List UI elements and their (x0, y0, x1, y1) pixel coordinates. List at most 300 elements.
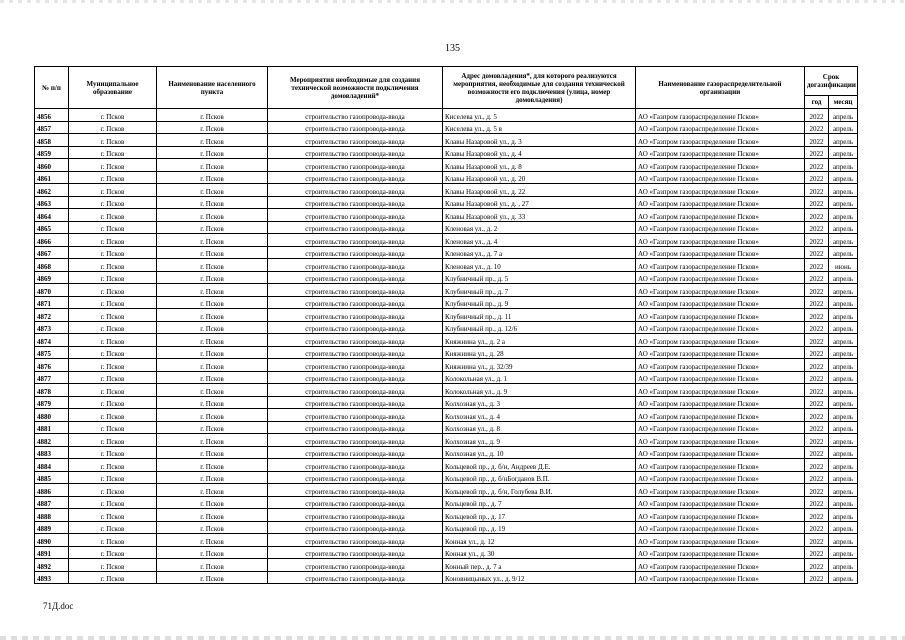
address-cell: Кольцевой пр., д. 19 (443, 521, 636, 534)
address-cell: Кленовая ул., д. 4 (443, 234, 636, 247)
municipality-cell: г. Псков (69, 271, 157, 284)
address-cell: Кольцевой пр., д. 7 (443, 496, 636, 509)
month-cell: июнь (829, 259, 858, 272)
month-cell: апрель (829, 509, 858, 522)
row-number: 4875 (35, 346, 69, 359)
organization-cell: АО «Газпром газораспределение Псков» (636, 234, 805, 247)
header-deadline: Срок догазификации (805, 67, 858, 96)
locality-cell: г. Псков (157, 171, 268, 184)
row-number: 4885 (35, 471, 69, 484)
activity-cell: строительство газопровода-ввода (268, 234, 443, 247)
organization-cell: АО «Газпром газораспределение Псков» (636, 409, 805, 422)
table-row (35, 571, 858, 584)
locality-cell: г. Псков (157, 471, 268, 484)
address-cell: Клавы Назаровой ул., д. 4 (443, 146, 636, 159)
table-row (35, 484, 858, 497)
month-cell: апрель (829, 546, 858, 559)
month-cell: апрель (829, 271, 858, 284)
table-row (35, 284, 858, 297)
address-cell: Колокольная ул., д. 9 (443, 384, 636, 397)
month-cell: апрель (829, 421, 858, 434)
organization-cell: АО «Газпром газораспределение Псков» (636, 446, 805, 459)
municipality-cell: г. Псков (69, 534, 157, 547)
month-cell: апрель (829, 534, 858, 547)
municipality-cell: г. Псков (69, 359, 157, 372)
address-cell: Конная ул., д. 12 (443, 534, 636, 547)
municipality-cell: г. Псков (69, 221, 157, 234)
table-row (35, 396, 858, 409)
month-cell: апрель (829, 196, 858, 209)
year-cell: 2022 (805, 134, 829, 147)
month-cell: апрель (829, 571, 858, 584)
activity-cell: строительство газопровода-ввода (268, 121, 443, 134)
locality-cell: г. Псков (157, 159, 268, 172)
activity-cell: строительство газопровода-ввода (268, 409, 443, 422)
address-cell: Киселева ул., д. 5 в (443, 121, 636, 134)
year-cell: 2022 (805, 446, 829, 459)
activity-cell: строительство газопровода-ввода (268, 309, 443, 322)
table-row (35, 321, 858, 334)
month-cell: апрель (829, 371, 858, 384)
municipality-cell: г. Псков (69, 259, 157, 272)
address-cell: Киселева ул., д. 5 (443, 109, 636, 122)
table-row (35, 434, 858, 447)
address-cell: Кленовая ул., д. 10 (443, 259, 636, 272)
locality-cell: г. Псков (157, 546, 268, 559)
row-number: 4858 (35, 134, 69, 147)
row-number: 4860 (35, 159, 69, 172)
activity-cell: строительство газопровода-ввода (268, 459, 443, 472)
row-number: 4874 (35, 334, 69, 347)
row-number: 4879 (35, 396, 69, 409)
municipality-cell: г. Псков (69, 159, 157, 172)
scan-artifact-bottom (0, 636, 905, 640)
year-cell: 2022 (805, 571, 829, 584)
locality-cell: г. Псков (157, 221, 268, 234)
table-row (35, 409, 858, 422)
municipality-cell: г. Псков (69, 146, 157, 159)
locality-cell: г. Псков (157, 346, 268, 359)
organization-cell: АО «Газпром газораспределение Псков» (636, 284, 805, 297)
organization-cell: АО «Газпром газораспределение Псков» (636, 471, 805, 484)
organization-cell: АО «Газпром газораспределение Псков» (636, 484, 805, 497)
municipality-cell: г. Псков (69, 459, 157, 472)
table-row (35, 221, 858, 234)
table-row (35, 259, 858, 272)
address-cell: Клавы Назаровой ул., д. 3 (443, 134, 636, 147)
organization-cell: АО «Газпром газораспределение Псков» (636, 421, 805, 434)
year-cell: 2022 (805, 521, 829, 534)
table-row (35, 421, 858, 434)
year-cell: 2022 (805, 121, 829, 134)
organization-cell: АО «Газпром газораспределение Псков» (636, 384, 805, 397)
row-number: 4862 (35, 184, 69, 197)
locality-cell: г. Псков (157, 484, 268, 497)
address-cell: Княжнина ул., д. 32/39 (443, 359, 636, 372)
activity-cell: строительство газопровода-ввода (268, 534, 443, 547)
municipality-cell: г. Псков (69, 121, 157, 134)
organization-cell: АО «Газпром газораспределение Псков» (636, 371, 805, 384)
organization-cell: АО «Газпром газораспределение Псков» (636, 146, 805, 159)
locality-cell: г. Псков (157, 396, 268, 409)
address-cell: Клавы Назаровой ул., д. 20 (443, 171, 636, 184)
year-cell: 2022 (805, 271, 829, 284)
row-number: 4857 (35, 121, 69, 134)
address-cell: Конная ул., д. 30 (443, 546, 636, 559)
locality-cell: г. Псков (157, 509, 268, 522)
activity-cell: строительство газопровода-ввода (268, 571, 443, 584)
municipality-cell: г. Псков (69, 246, 157, 259)
organization-cell: АО «Газпром газораспределение Псков» (636, 571, 805, 584)
year-cell: 2022 (805, 209, 829, 222)
table-row (35, 509, 858, 522)
organization-cell: АО «Газпром газораспределение Псков» (636, 559, 805, 572)
municipality-cell: г. Псков (69, 371, 157, 384)
row-number: 4861 (35, 171, 69, 184)
row-number: 4856 (35, 109, 69, 122)
activity-cell: строительство газопровода-ввода (268, 271, 443, 284)
row-number: 4859 (35, 146, 69, 159)
row-number: 4888 (35, 509, 69, 522)
municipality-cell: г. Псков (69, 321, 157, 334)
address-cell: Кленовая ул., д. 7 а (443, 246, 636, 259)
municipality-cell: г. Псков (69, 109, 157, 122)
activity-cell: строительство газопровода-ввода (268, 259, 443, 272)
organization-cell: АО «Газпром газораспределение Псков» (636, 346, 805, 359)
year-cell: 2022 (805, 334, 829, 347)
table-row (35, 471, 858, 484)
row-number: 4864 (35, 209, 69, 222)
table-row (35, 146, 858, 159)
table-row (35, 496, 858, 509)
organization-cell: АО «Газпром газораспределение Псков» (636, 334, 805, 347)
municipality-cell: г. Псков (69, 384, 157, 397)
table-body (35, 109, 858, 584)
activity-cell: строительство газопровода-ввода (268, 359, 443, 372)
municipality-cell: г. Псков (69, 546, 157, 559)
locality-cell: г. Псков (157, 134, 268, 147)
activity-cell: строительство газопровода-ввода (268, 434, 443, 447)
address-cell: Клубничный пр., д. 12/6 (443, 321, 636, 334)
organization-cell: АО «Газпром газораспределение Псков» (636, 521, 805, 534)
year-cell: 2022 (805, 321, 829, 334)
year-cell: 2022 (805, 109, 829, 122)
organization-cell: АО «Газпром газораспределение Псков» (636, 184, 805, 197)
activity-cell: строительство газопровода-ввода (268, 446, 443, 459)
header-address: Адрес домовладения*, для которого реализуются мероприятия, необходимые для создания технической возможности его подключения (улица, номер домовладения) (443, 67, 636, 109)
footer-filename: 71Д.doc (43, 601, 74, 611)
table-header-row (35, 67, 858, 96)
year-cell: 2022 (805, 534, 829, 547)
header-month: месяц (829, 96, 858, 109)
row-number: 4881 (35, 421, 69, 434)
municipality-cell: г. Псков (69, 346, 157, 359)
activity-cell: строительство газопровода-ввода (268, 509, 443, 522)
organization-cell: АО «Газпром газораспределение Псков» (636, 459, 805, 472)
row-number: 4891 (35, 546, 69, 559)
year-cell: 2022 (805, 471, 829, 484)
activity-cell: строительство газопровода-ввода (268, 221, 443, 234)
year-cell: 2022 (805, 409, 829, 422)
activity-cell: строительство газопровода-ввода (268, 109, 443, 122)
year-cell: 2022 (805, 259, 829, 272)
address-cell: Колхозная ул., д. 4 (443, 409, 636, 422)
year-cell: 2022 (805, 296, 829, 309)
organization-cell: АО «Газпром газораспределение Псков» (636, 209, 805, 222)
locality-cell: г. Псков (157, 521, 268, 534)
table-row (35, 171, 858, 184)
municipality-cell: г. Псков (69, 134, 157, 147)
row-number: 4886 (35, 484, 69, 497)
month-cell: апрель (829, 296, 858, 309)
address-cell: Колхозная ул., д. 10 (443, 446, 636, 459)
municipality-cell: г. Псков (69, 196, 157, 209)
table-row (35, 196, 858, 209)
organization-cell: АО «Газпром газораспределение Псков» (636, 196, 805, 209)
municipality-cell: г. Псков (69, 171, 157, 184)
month-cell: апрель (829, 246, 858, 259)
activity-cell: строительство газопровода-ввода (268, 296, 443, 309)
organization-cell: АО «Газпром газораспределение Псков» (636, 159, 805, 172)
activity-cell: строительство газопровода-ввода (268, 159, 443, 172)
organization-cell: АО «Газпром газораспределение Псков» (636, 359, 805, 372)
register-table (34, 66, 858, 584)
month-cell: апрель (829, 309, 858, 322)
municipality-cell: г. Псков (69, 521, 157, 534)
municipality-cell: г. Псков (69, 296, 157, 309)
activity-cell: строительство газопровода-ввода (268, 346, 443, 359)
address-cell: Клавы Назаровой ул., д. 22 (443, 184, 636, 197)
table-row (35, 521, 858, 534)
organization-cell: АО «Газпром газораспределение Псков» (636, 221, 805, 234)
address-cell: Колокольная ул., д. 1 (443, 371, 636, 384)
month-cell: апрель (829, 109, 858, 122)
municipality-cell: г. Псков (69, 284, 157, 297)
table-row (35, 109, 858, 122)
address-cell: Клавы Назаровой ул., д. 8 (443, 159, 636, 172)
municipality-cell: г. Псков (69, 409, 157, 422)
row-number: 4878 (35, 384, 69, 397)
organization-cell: АО «Газпром газораспределение Псков» (636, 396, 805, 409)
row-number: 4865 (35, 221, 69, 234)
month-cell: апрель (829, 209, 858, 222)
locality-cell: г. Псков (157, 409, 268, 422)
month-cell: апрель (829, 409, 858, 422)
row-number: 4866 (35, 234, 69, 247)
year-cell: 2022 (805, 459, 829, 472)
year-cell: 2022 (805, 309, 829, 322)
locality-cell: г. Псков (157, 259, 268, 272)
month-cell: апрель (829, 521, 858, 534)
activity-cell: строительство газопровода-ввода (268, 171, 443, 184)
row-number: 4867 (35, 246, 69, 259)
address-cell: Кольцевой пр., д. б/н, Андреев Д.Е. (443, 459, 636, 472)
activity-cell: строительство газопровода-ввода (268, 384, 443, 397)
row-number: 4872 (35, 309, 69, 322)
activity-cell: строительство газопровода-ввода (268, 471, 443, 484)
municipality-cell: г. Псков (69, 184, 157, 197)
locality-cell: г. Псков (157, 121, 268, 134)
activity-cell: строительство газопровода-ввода (268, 421, 443, 434)
organization-cell: АО «Газпром газораспределение Псков» (636, 534, 805, 547)
year-cell: 2022 (805, 396, 829, 409)
table-row (35, 334, 858, 347)
address-cell: Кольцевой пр., д. б/н, Голубева В.И. (443, 484, 636, 497)
locality-cell: г. Псков (157, 359, 268, 372)
month-cell: апрель (829, 434, 858, 447)
table-row (35, 371, 858, 384)
table-row (35, 559, 858, 572)
row-number: 4877 (35, 371, 69, 384)
activity-cell: строительство газопровода-ввода (268, 134, 443, 147)
table-row (35, 346, 858, 359)
organization-cell: АО «Газпром газораспределение Псков» (636, 171, 805, 184)
organization-cell: АО «Газпром газораспределение Псков» (636, 434, 805, 447)
table-row (35, 546, 858, 559)
row-number: 4873 (35, 321, 69, 334)
page-number: 135 (445, 43, 460, 54)
locality-cell: г. Псков (157, 559, 268, 572)
organization-cell: АО «Газпром газораспределение Псков» (636, 109, 805, 122)
locality-cell: г. Псков (157, 421, 268, 434)
header-organization: Наименование газораспределительной организации (636, 67, 805, 109)
scan-artifact-top (0, 0, 905, 3)
year-cell: 2022 (805, 546, 829, 559)
locality-cell: г. Псков (157, 321, 268, 334)
activity-cell: строительство газопровода-ввода (268, 334, 443, 347)
year-cell: 2022 (805, 171, 829, 184)
organization-cell: АО «Газпром газораспределение Псков» (636, 296, 805, 309)
year-cell: 2022 (805, 284, 829, 297)
year-cell: 2022 (805, 221, 829, 234)
address-cell: Клубничный пр., д. 7 (443, 284, 636, 297)
activity-cell: строительство газопровода-ввода (268, 321, 443, 334)
municipality-cell: г. Псков (69, 334, 157, 347)
activity-cell: строительство газопровода-ввода (268, 284, 443, 297)
table-row (35, 134, 858, 147)
locality-cell: г. Псков (157, 209, 268, 222)
municipality-cell: г. Псков (69, 446, 157, 459)
locality-cell: г. Псков (157, 571, 268, 584)
locality-cell: г. Псков (157, 109, 268, 122)
address-cell: Колхозная ул., д. 3 (443, 396, 636, 409)
year-cell: 2022 (805, 421, 829, 434)
month-cell: апрель (829, 396, 858, 409)
address-cell: Конный пер., д. 7 а (443, 559, 636, 572)
row-number: 4869 (35, 271, 69, 284)
month-cell: апрель (829, 471, 858, 484)
header-num: № п/п (35, 67, 69, 109)
locality-cell: г. Псков (157, 196, 268, 209)
month-cell: апрель (829, 171, 858, 184)
month-cell: апрель (829, 446, 858, 459)
year-cell: 2022 (805, 371, 829, 384)
table-row (35, 359, 858, 372)
locality-cell: г. Псков (157, 371, 268, 384)
locality-cell: г. Псков (157, 184, 268, 197)
table-row (35, 121, 858, 134)
locality-cell: г. Псков (157, 496, 268, 509)
locality-cell: г. Псков (157, 296, 268, 309)
organization-cell: АО «Газпром газораспределение Псков» (636, 309, 805, 322)
organization-cell: АО «Газпром газораспределение Псков» (636, 121, 805, 134)
municipality-cell: г. Псков (69, 496, 157, 509)
row-number: 4863 (35, 196, 69, 209)
row-number: 4889 (35, 521, 69, 534)
municipality-cell: г. Псков (69, 396, 157, 409)
row-number: 4892 (35, 559, 69, 572)
row-number: 4871 (35, 296, 69, 309)
address-cell: Кленовая ул., д. 2 (443, 221, 636, 234)
organization-cell: АО «Газпром газораспределение Псков» (636, 271, 805, 284)
year-cell: 2022 (805, 559, 829, 572)
activity-cell: строительство газопровода-ввода (268, 371, 443, 384)
row-number: 4868 (35, 259, 69, 272)
month-cell: апрель (829, 146, 858, 159)
organization-cell: АО «Газпром газораспределение Псков» (636, 496, 805, 509)
table-row (35, 296, 858, 309)
table-row (35, 459, 858, 472)
locality-cell: г. Псков (157, 384, 268, 397)
municipality-cell: г. Псков (69, 209, 157, 222)
address-cell: Клавы Назаровой ул., д. , 27 (443, 196, 636, 209)
month-cell: апрель (829, 159, 858, 172)
row-number: 4887 (35, 496, 69, 509)
year-cell: 2022 (805, 159, 829, 172)
activity-cell: строительство газопровода-ввода (268, 559, 443, 572)
row-number: 4893 (35, 571, 69, 584)
locality-cell: г. Псков (157, 271, 268, 284)
table-row (35, 184, 858, 197)
activity-cell: строительство газопровода-ввода (268, 246, 443, 259)
activity-cell: строительство газопровода-ввода (268, 521, 443, 534)
row-number: 4890 (35, 534, 69, 547)
row-number: 4870 (35, 284, 69, 297)
locality-cell: г. Псков (157, 534, 268, 547)
year-cell: 2022 (805, 509, 829, 522)
month-cell: апрель (829, 234, 858, 247)
organization-cell: АО «Газпром газораспределение Псков» (636, 246, 805, 259)
organization-cell: АО «Газпром газораспределение Псков» (636, 259, 805, 272)
year-cell: 2022 (805, 384, 829, 397)
table-row (35, 309, 858, 322)
table-row (35, 234, 858, 247)
header-locality: Наименование населенного пункта (157, 67, 268, 109)
activity-cell: строительство газопровода-ввода (268, 184, 443, 197)
municipality-cell: г. Псков (69, 509, 157, 522)
activity-cell: строительство газопровода-ввода (268, 209, 443, 222)
row-number: 4882 (35, 434, 69, 447)
address-cell: Кольцевой пр., д. б/нБогданов В.П. (443, 471, 636, 484)
municipality-cell: г. Псков (69, 421, 157, 434)
locality-cell: г. Псков (157, 284, 268, 297)
row-number: 4884 (35, 459, 69, 472)
organization-cell: АО «Газпром газораспределение Псков» (636, 546, 805, 559)
address-cell: Кольцевой пр., д. 17 (443, 509, 636, 522)
year-cell: 2022 (805, 496, 829, 509)
row-number: 4880 (35, 409, 69, 422)
locality-cell: г. Псков (157, 146, 268, 159)
address-cell: Клавы Назаровой ул., д. 33 (443, 209, 636, 222)
month-cell: апрель (829, 484, 858, 497)
month-cell: апрель (829, 359, 858, 372)
year-cell: 2022 (805, 484, 829, 497)
table-row (35, 534, 858, 547)
month-cell: апрель (829, 184, 858, 197)
address-cell: Княжнина ул., д. 28 (443, 346, 636, 359)
address-cell: Колхозная ул., д. 9 (443, 434, 636, 447)
year-cell: 2022 (805, 359, 829, 372)
